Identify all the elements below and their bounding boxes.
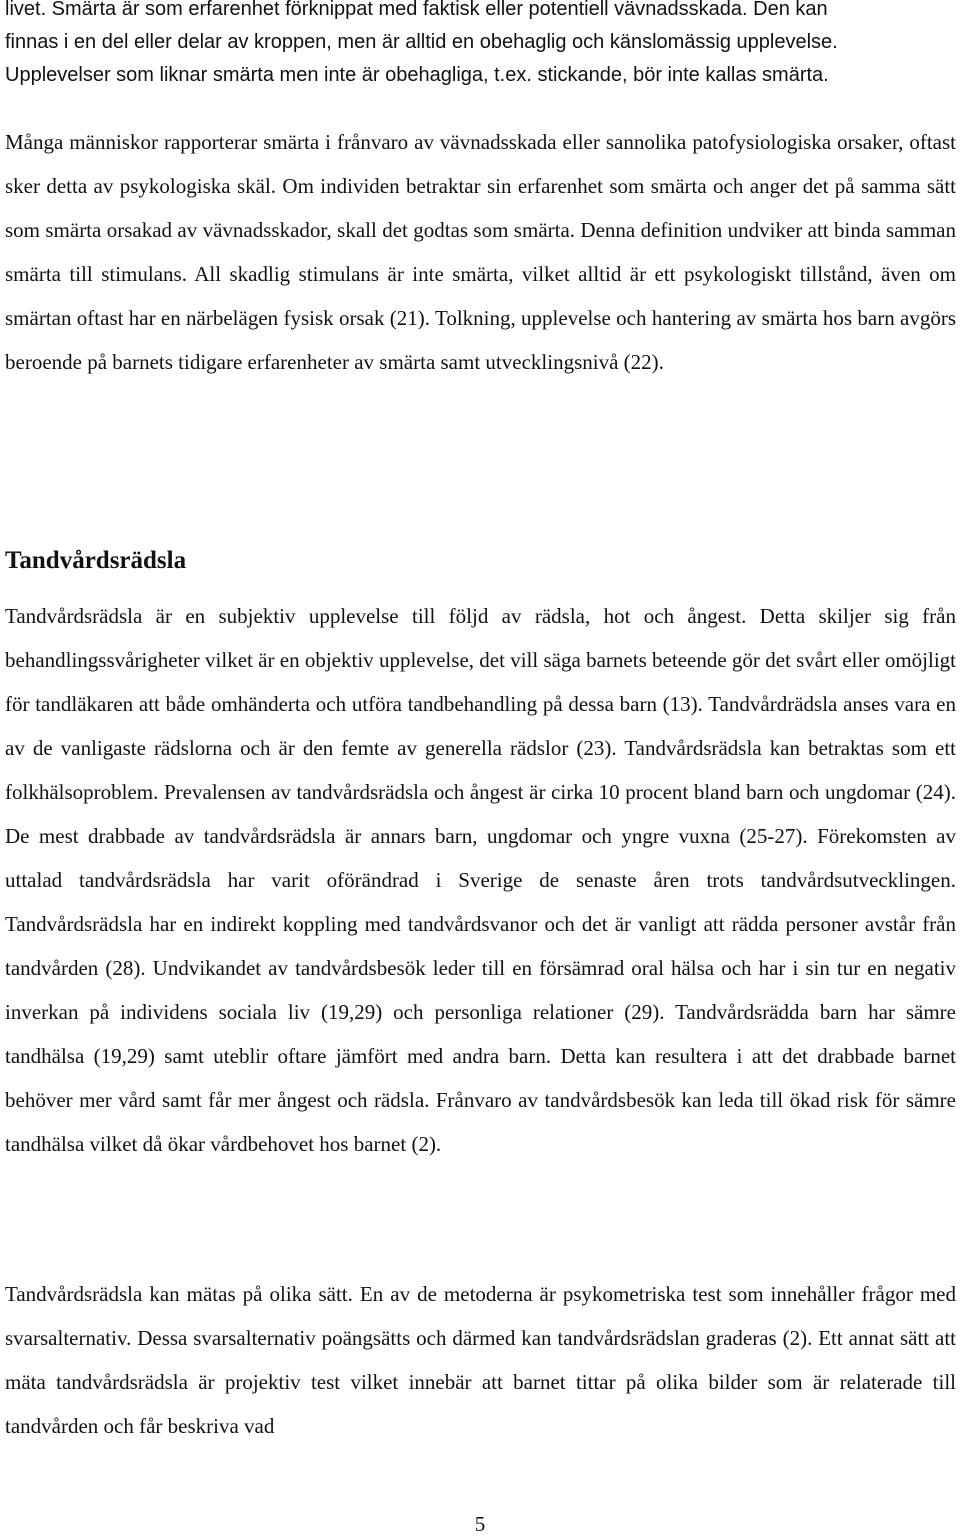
intro-serif-paragraph: Många människor rapporterar smärta i frånvaro av vävnadsskada eller sannolika patofysiologiska orsaker, oftast sker detta av psykologiska skäl. Om individen betraktar sin erfarenhet som smärta och anger det på samma sätt som smärta orsakad av vävnadsskador, skall det godtas som smärta. Denna definition undviker att binda samman smärta till stimulans. All skadlig stimulans är inte smärta, vilket alltid är ett psykologiskt tillstånd, även om smärtan oftast har en närbelägen fysisk orsak (21). Tolkning, upplevelse och hantering av smärta hos barn avgörs beroende på barnets tidigare erfarenheter av smärta samt utvecklingsnivå (22). — [5, 130, 956, 374]
section-paragraph-1: Tandvårdsrädsla är en subjektiv upplevelse till följd av rädsla, hot och ångest. Detta skiljer sig från behandlingssvårigheter vilket är en objektiv upplevelse, det vill säga barnets beteende gör det svårt eller omöjligt för tandläkaren att både omhänderta och utföra tandbehandling på dessa barn (13). Tandvårdrädsla anses vara en av de vanligaste rädslorna och är den femte av generella rädslor (23). Tandvårdsrädsla kan betraktas som ett folkhälsoproblem. Prevalensen av tandvårdsrädsla och ångest är cirka 10 procent bland barn och ungdomar (24). De mest drabbade av tandvårdsrädsla är annars barn, ungdomar och yngre vuxna (25-27). Förekomsten av uttalad tandvårdsrädsla har varit oförändrad i Sverige de senaste åren trots tandvårdsutvecklingen. Tandvårdsrädsla har en indirekt koppling med tandvårdsvanor och det är vanligt att rädda personer avstår från tandvården (28). Undvikandet av tandvårdsbesök leder till en försämrad oral hälsa och har i sin tur en negativ inverkan på individens sociala liv (19,29) och personliga relationer (29). Tandvårdsrädda barn har sämre tandhälsa (19,29) samt uteblir oftare jämfört med andra barn. Detta kan resultera i att det drabbade barnet behöver mer vård samt får mer ångest och rädsla. Frånvaro av tandvårdsbesök kan leda till ökad risk för sämre tandhälsa vilket då ökar vårdbehovet hos barnet (2). — [5, 604, 956, 1156]
intro-line-1: livet. Smärta är som erfarenhet förknippat med faktisk eller potentiell vävnadsskada. Den kan — [5, 0, 828, 20]
section-paragraph-2: Tandvårdsrädsla kan mätas på olika sätt. En av de metoderna är psykometriska test som innehåller frågor med svarsalternativ. Dessa svarsalternativ poängsätts och därmed kan tandvårdsrädslan graderas (2). Ett annat sätt att mäta tandvårdsrädsla är projektiv test vilket innebär att barnet tittar på olika bilder som är relaterade till tandvården och får beskriva vad — [5, 1282, 956, 1438]
page-number: 5 — [474, 1512, 486, 1536]
intro-line-2: finnas i en del eller delar av kroppen, men är alltid en obehaglig och känslomässig upplevelse. — [5, 31, 838, 53]
intro-sans-paragraph — [5, 0, 956, 92]
section-heading: Tandvårdsrädsla — [5, 547, 187, 574]
intro-line-3: Upplevelser som liknar smärta men inte är obehagliga, t.ex. stickande, bör inte kallas smärta. — [5, 64, 829, 86]
